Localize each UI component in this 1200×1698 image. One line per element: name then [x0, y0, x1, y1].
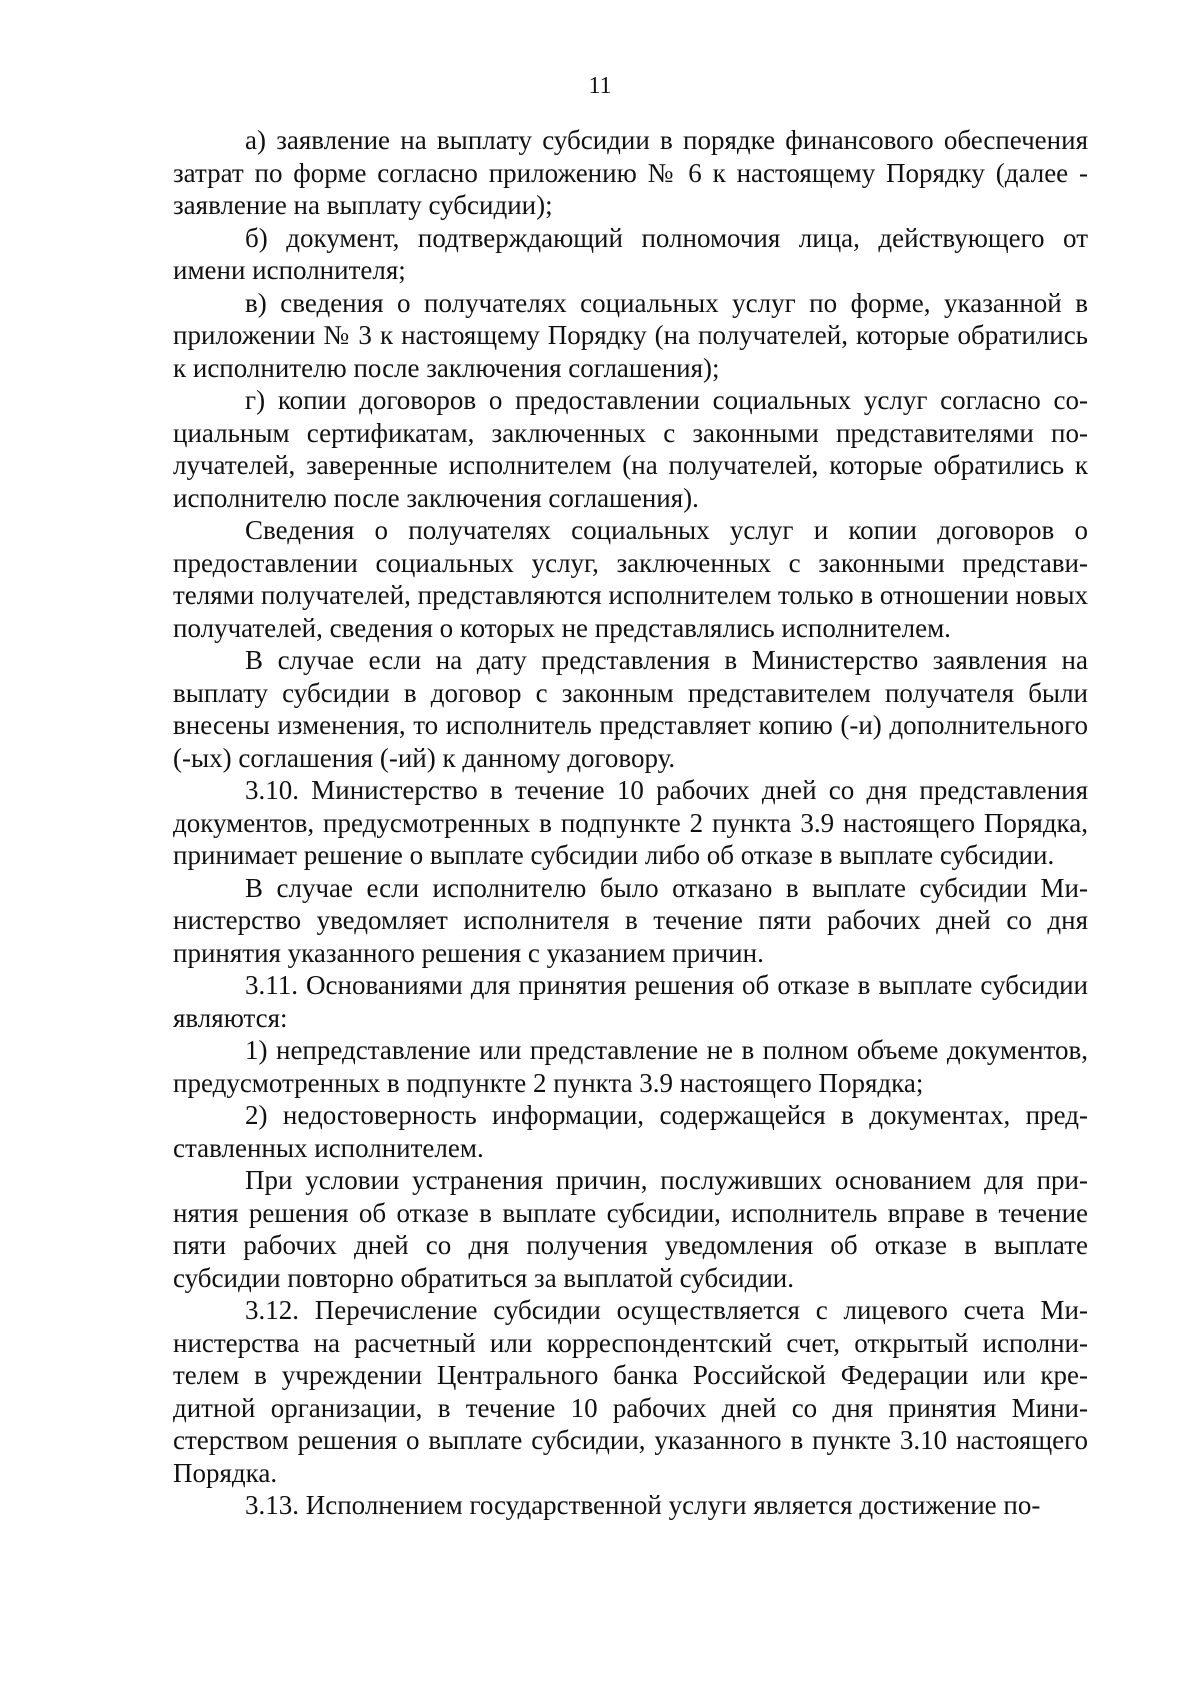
paragraph-recipients-info: Сведения о получателях социальных услуг и копии договоров о предоставлении социальных услуг, заключенных с законными представителями получателей, представляются исполнителем только в отношении новых получателей, сведения о которых не представлялись исполнителем. — [173, 515, 1088, 643]
page-number: 11 — [588, 73, 612, 99]
document-body — [173, 124, 1088, 1522]
paragraph-3-11: 3.11. Основаниями для принятия решения об отказе в выплате субсидии являются: — [173, 970, 1088, 1033]
paragraph-resubmission: При условии устранения причин, послуживших основанием для принятия решения об отказе в выплате субсидии, исполнитель вправе в течение пяти рабочих дней со дня получения уведомления об отказе в выплате субсидии повторно обратиться за выплатой субсидии. — [173, 1165, 1088, 1293]
paragraph-item-a: а) заявление на выплату субсидии в порядке финансового обеспечения затрат по форме согласно приложению № 6 к настоящему Порядку (далее - заявление на выплату субсидии); — [173, 125, 1088, 220]
paragraph-contract-changes: В случае если на дату представления в Министерство заявления на выплату субсидии в договор с законным представителем получателя были внесены изменения, то исполнитель представляет копию (-и) дополнительного (-ых) соглашения (-ий) к данному договору. — [173, 645, 1088, 773]
paragraph-3-12: 3.12. Перечисление субсидии осуществляется с лицевого счета Министерства на расчетный или корреспондентский счет, открытый исполнителем в учреждении Центрального банка Российской Федерации или кредитной организации, в течение 10 рабочих дней со дня принятия Министерством решения о выплате субсидии, указанного в пункте 3.10 настоящего Порядка. — [173, 1295, 1088, 1488]
paragraph-item-b: б) документ, подтверждающий полномочия лица, действующего от имени исполнителя; — [173, 222, 1088, 285]
paragraph-3-10: 3.10. Министерство в течение 10 рабочих дней со дня представления документов, предусмотренных в подпункте 2 пункта 3.9 настоящего Порядка, принимает решение о выплате субсидии либо об отказе в выплате субсидии. — [173, 775, 1088, 870]
paragraph-refusal-reason-1: 1) непредставление или представление не в полном объеме документов, предусмотренных в подпункте 2 пункта 3.9 настоящего Порядка; — [173, 1035, 1088, 1098]
paragraph-item-g: г) копии договоров о предоставлении социальных услуг согласно социальным сертификатам, заключенных с законными представителями получателей, заверенные исполнителем (на получателей, которые обратились к исполнителю после заключения соглашения). — [173, 385, 1088, 513]
paragraph-refusal-notice: В случае если исполнителю было отказано в выплате субсидии Министерство уведомляет исполнителя в течение пяти рабочих дней со дня принятия указанного решения с указанием причин. — [173, 872, 1088, 968]
paragraph-3-13: 3.13. Исполнением государственной услуги является достижение по- — [245, 1490, 1041, 1520]
paragraph-refusal-reason-2: 2) недостоверность информации, содержащейся в документах, представленных исполнителем. — [173, 1100, 1088, 1163]
paragraph-item-v: в) сведения о получателях социальных услуг по форме, указанной в приложении № 3 к настоящему Порядку (на получателей, которые обратились к исполнителю после заключения соглашения); — [173, 287, 1088, 383]
